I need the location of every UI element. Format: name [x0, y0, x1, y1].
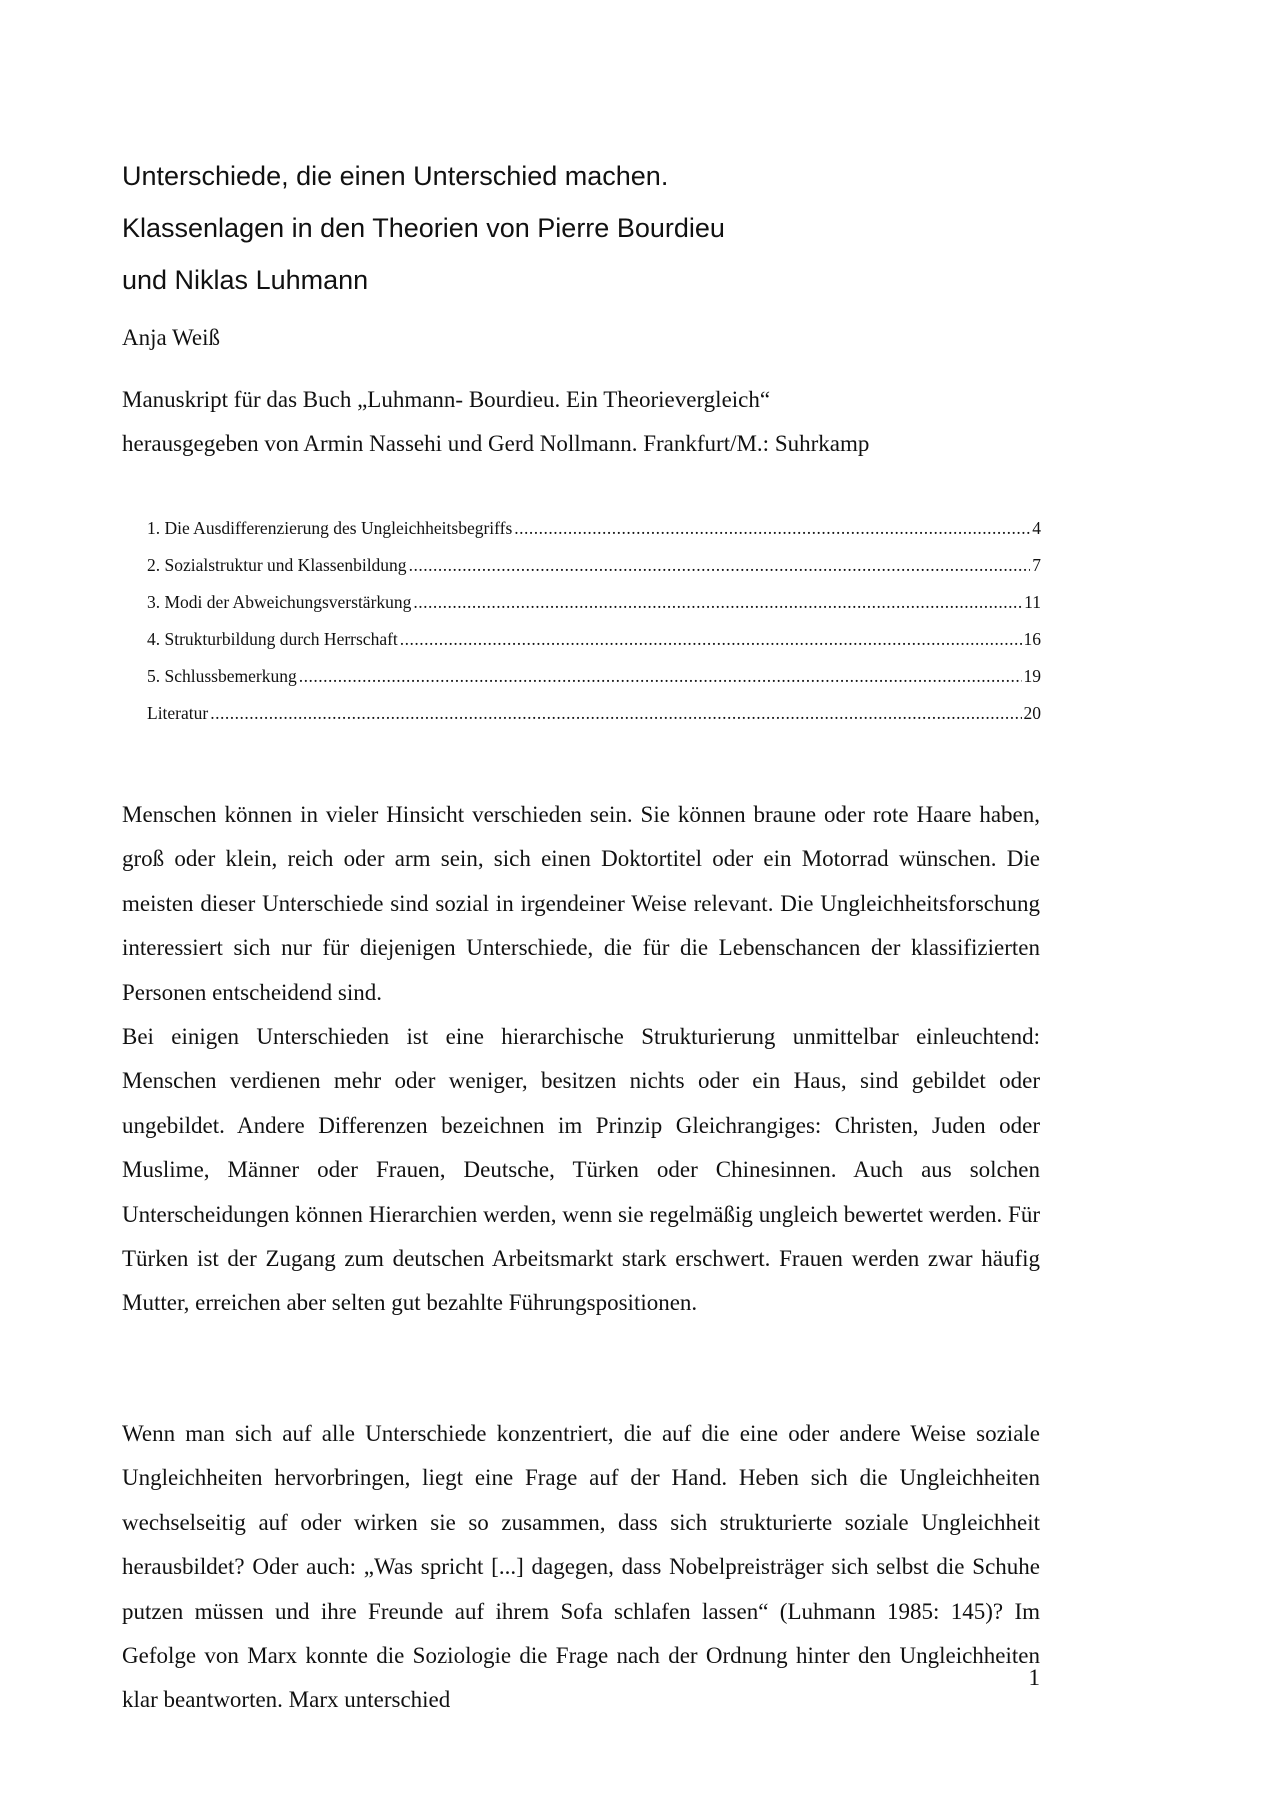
toc-entry-label: 1. Die Ausdifferenzierung des Ungleichheitsbegriffs: [147, 518, 513, 538]
toc-dot-leader: [299, 666, 1022, 687]
toc-entry-page: 20: [1023, 703, 1041, 723]
body-text-block-1: [122, 793, 1040, 1326]
page-number: 1: [1028, 1665, 1040, 1690]
toc-entry[interactable]: [147, 703, 1041, 740]
toc-entry-label: Literatur: [147, 703, 209, 723]
toc-entry[interactable]: [147, 666, 1041, 703]
manuscript-line-2: herausgegeben von Armin Nassehi und Gerd Nollmann. Frankfurt/M.: Suhrkamp: [122, 431, 870, 456]
toc-entry-label: 3. Modi der Abweichungsverstärkung: [147, 592, 412, 612]
toc-entry-page: 11: [1024, 592, 1041, 612]
toc-dot-leader: [514, 518, 1030, 539]
body-text-block-2: [122, 1412, 1040, 1723]
toc-entry-label: 5. Schlussbemerkung: [147, 666, 297, 686]
toc-dot-leader: [400, 629, 1022, 650]
toc-entry[interactable]: [147, 555, 1041, 592]
author-name: Anja Weiß: [122, 325, 221, 350]
toc-entry-label: 4. Strukturbildung durch Herrschaft: [147, 629, 398, 649]
toc-dot-leader: [409, 555, 1031, 576]
toc-entry[interactable]: [147, 592, 1041, 629]
title-line-1: Unterschiede, die einen Unterschied machen.: [122, 161, 669, 191]
table-of-contents: [147, 518, 1041, 740]
manuscript-note: [122, 378, 869, 466]
document-title: [122, 150, 1122, 306]
body-paragraph: Menschen können in vieler Hinsicht verschieden sein. Sie können braune oder rote Haare haben, groß oder klein, reich oder arm sein, sich einen Doktortitel oder ein Motorrad wünschen. Die meisten dieser Unterschiede sind sozial in irgendeiner Weise relevant. Die Ungleichheitsforschung interessiert sich nur für diejenigen Unterschiede, die für die Lebenschancen der klassifizierten Personen entscheidend sind.: [122, 802, 1040, 1005]
toc-entry-page: 19: [1023, 666, 1041, 686]
title-line-2: Klassenlagen in den Theorien von Pierre Bourdieu: [122, 213, 725, 243]
body-paragraph: Bei einigen Unterschieden ist eine hierarchische Strukturierung unmittelbar einleuchtend: Menschen verdienen mehr oder weniger, besitzen nichts oder ein Haus, sind gebildet oder ungebildet. Andere Differenzen bezeichnen im Prinzip Gleichrangiges: Christen, Juden oder Muslime, Männer oder Frauen, Deutsche, Türken oder Chinesinnen. Auch aus solchen Unterscheidungen können Hierarchien werden, wenn sie regelmäßig ungleich bewertet werden. Für Türken ist der Zugang zum deutschen Arbeitsmarkt stark erschwert. Frauen werden zwar häufig Mutter, erreichen aber selten gut bezahlte Führungspositionen.: [122, 1024, 1040, 1316]
toc-entry[interactable]: [147, 518, 1041, 555]
toc-entry-label: 2. Sozialstruktur und Klassenbildung: [147, 555, 407, 575]
toc-dot-leader: [210, 703, 1021, 724]
toc-dot-leader: [413, 592, 1022, 613]
manuscript-line-1: Manuskript für das Buch „Luhmann- Bourdieu. Ein Theorievergleich“: [122, 387, 771, 412]
toc-entry-page: 4: [1032, 518, 1041, 538]
toc-entry-page: 16: [1023, 629, 1041, 649]
body-paragraph: Wenn man sich auf alle Unterschiede konzentriert, die auf die eine oder andere Weise soziale Ungleichheiten hervorbringen, liegt eine Frage auf der Hand. Heben sich die Ungleichheiten wechselseitig auf oder wirken sie so zusammen, dass sich strukturierte soziale Ungleichheit herausbildet? Oder auch: „Was spricht [...] dagegen, dass Nobelpreisträger sich selbst die Schuhe putzen müssen und ihre Freunde auf ihrem Sofa schlafen lassen“ (Luhmann 1985: 145)? Im Gefolge von Marx konnte die Soziologie die Frage nach der Ordnung hinter den Ungleichheiten klar beantworten. Marx unterschied: [122, 1421, 1040, 1713]
title-line-3: und Niklas Luhmann: [122, 265, 369, 295]
toc-entry-page: 7: [1032, 555, 1041, 575]
toc-entry[interactable]: [147, 629, 1041, 666]
